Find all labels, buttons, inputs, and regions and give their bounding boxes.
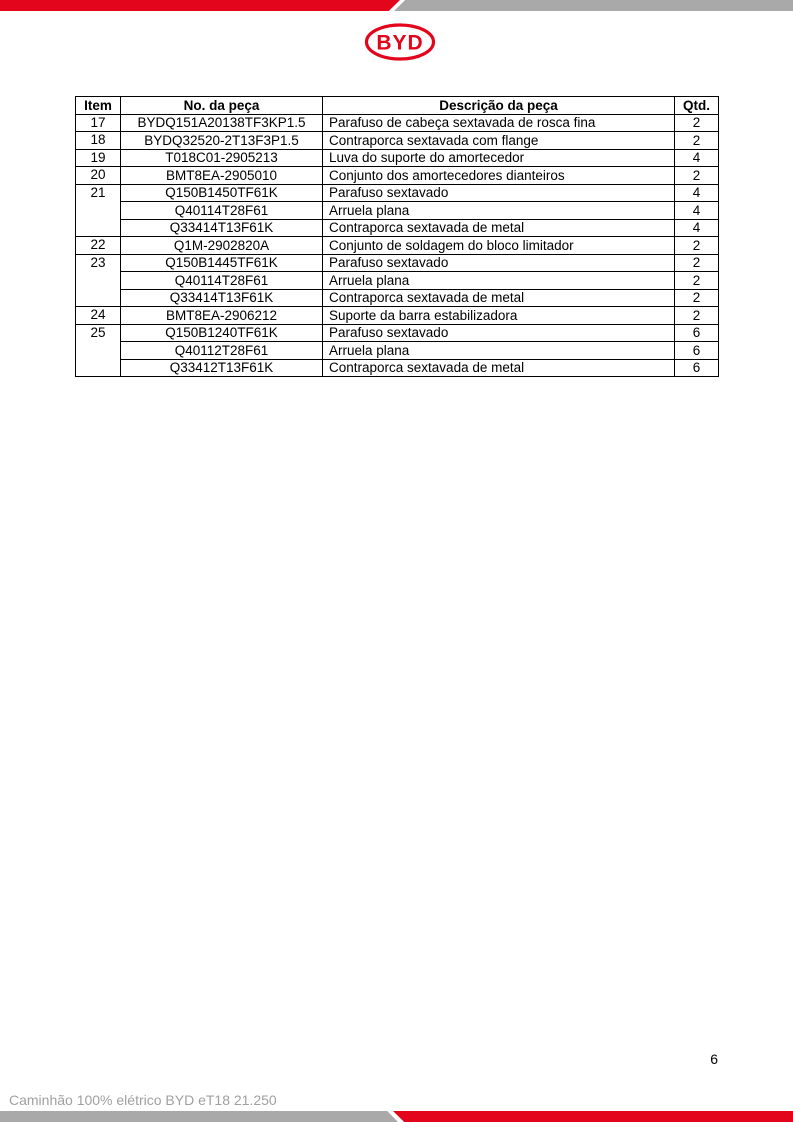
- cell-part-number: Q33412T13F61K: [121, 359, 323, 377]
- cell-quantity: 6: [675, 324, 719, 342]
- header-description: Descrição da peça: [323, 97, 675, 115]
- table-row: [76, 272, 719, 290]
- cell-description: Arruela plana: [323, 272, 675, 290]
- cell-description: Parafuso sextavado: [323, 324, 675, 342]
- cell-description: Parafuso sextavado: [323, 184, 675, 202]
- cell-description: Arruela plana: [323, 342, 675, 360]
- table-row: [76, 202, 719, 220]
- table-row: [76, 307, 719, 325]
- table-header-row: [76, 97, 719, 115]
- cell-quantity: 4: [675, 184, 719, 202]
- cell-part-number: BYDQ151A20138TF3KP1.5: [121, 114, 323, 132]
- top-red-bar: [0, 0, 400, 11]
- cell-quantity: 4: [675, 202, 719, 220]
- cell-description: Parafuso de cabeça sextavada de rosca fina: [323, 114, 675, 132]
- cell-quantity: 2: [675, 167, 719, 185]
- table-row: [76, 132, 719, 150]
- cell-description: Parafuso sextavado: [323, 254, 675, 272]
- cell-description: Contraporca sextavada com flange: [323, 132, 675, 150]
- cell-part-number: Q40112T28F61: [121, 342, 323, 360]
- cell-quantity: 2: [675, 272, 719, 290]
- cell-item: 17: [76, 114, 121, 132]
- table-row: [76, 114, 719, 132]
- table-row: [76, 237, 719, 255]
- table-row: [76, 184, 719, 202]
- cell-part-number: T018C01-2905213: [121, 149, 323, 167]
- top-gray-bar: [394, 0, 793, 11]
- table-row: [76, 149, 719, 167]
- cell-quantity: 2: [675, 114, 719, 132]
- parts-table: [75, 96, 719, 377]
- cell-quantity: 2: [675, 237, 719, 255]
- cell-description: Contraporca sextavada de metal: [323, 359, 675, 377]
- cell-part-number: Q1M-2902820A: [121, 237, 323, 255]
- cell-quantity: 2: [675, 254, 719, 272]
- byd-logo-text: BYD: [376, 31, 424, 55]
- page-number: 6: [710, 1051, 718, 1067]
- header-quantity: Qtd.: [675, 97, 719, 115]
- byd-logo: [364, 22, 436, 62]
- cell-quantity: 2: [675, 289, 719, 307]
- cell-part-number: Q40114T28F61: [121, 272, 323, 290]
- cell-part-number: BMT8EA-2906212: [121, 307, 323, 325]
- table-row: [76, 289, 719, 307]
- table-row: [76, 254, 719, 272]
- cell-item: 23: [76, 254, 121, 307]
- table-row: [76, 167, 719, 185]
- cell-part-number: BMT8EA-2905010: [121, 167, 323, 185]
- table-row: [76, 342, 719, 360]
- header-part-number: No. da peça: [121, 97, 323, 115]
- cell-description: Contraporca sextavada de metal: [323, 289, 675, 307]
- cell-item: 20: [76, 167, 121, 185]
- cell-quantity: 6: [675, 359, 719, 377]
- cell-description: Suporte da barra estabilizadora: [323, 307, 675, 325]
- cell-description: Contraporca sextavada de metal: [323, 219, 675, 237]
- header-item: Item: [76, 97, 121, 115]
- bottom-gray-bar: [0, 1111, 398, 1122]
- cell-item: 22: [76, 237, 121, 255]
- bottom-red-bar: [393, 1111, 793, 1122]
- table-row: [76, 324, 719, 342]
- cell-part-number: Q150B1450TF61K: [121, 184, 323, 202]
- cell-quantity: 2: [675, 132, 719, 150]
- cell-quantity: 4: [675, 219, 719, 237]
- cell-description: Luva do suporte do amortecedor: [323, 149, 675, 167]
- cell-description: Conjunto de soldagem do bloco limitador: [323, 237, 675, 255]
- cell-item: 25: [76, 324, 121, 377]
- cell-part-number: Q33414T13F61K: [121, 289, 323, 307]
- cell-item: 18: [76, 132, 121, 150]
- cell-part-number: BYDQ32520-2T13F3P1.5: [121, 132, 323, 150]
- cell-quantity: 4: [675, 149, 719, 167]
- cell-item: 21: [76, 184, 121, 237]
- cell-description: Arruela plana: [323, 202, 675, 220]
- cell-item: 24: [76, 307, 121, 325]
- cell-part-number: Q33414T13F61K: [121, 219, 323, 237]
- cell-part-number: Q150B1445TF61K: [121, 254, 323, 272]
- cell-description: Conjunto dos amortecedores dianteiros: [323, 167, 675, 185]
- cell-part-number: Q150B1240TF61K: [121, 324, 323, 342]
- cell-item: 19: [76, 149, 121, 167]
- table-row: [76, 219, 719, 237]
- cell-part-number: Q40114T28F61: [121, 202, 323, 220]
- footer-text: Caminhão 100% elétrico BYD eT18 21.250: [9, 1092, 277, 1108]
- cell-quantity: 6: [675, 342, 719, 360]
- table-row: [76, 359, 719, 377]
- cell-quantity: 2: [675, 307, 719, 325]
